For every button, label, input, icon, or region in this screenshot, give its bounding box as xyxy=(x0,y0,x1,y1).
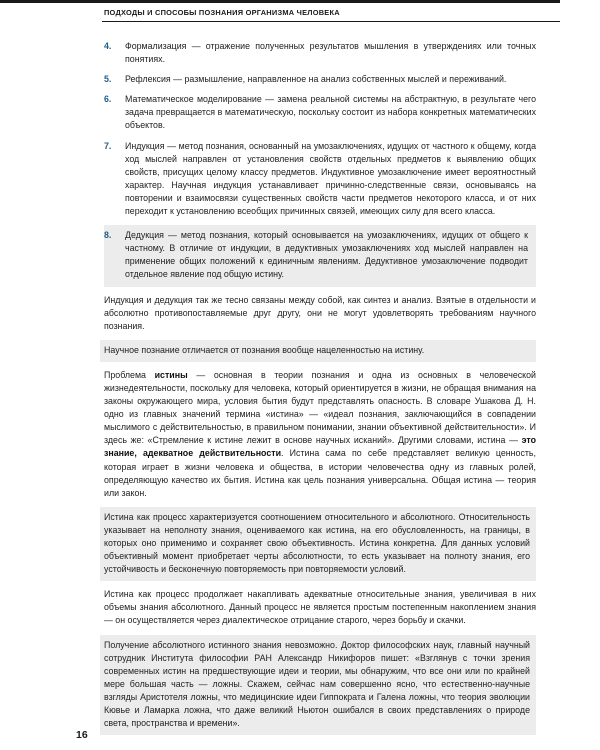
paragraph-truth-process: Истина как процесс характеризуется соотношением относительного и абсолютного. Относительность указывает на неполноту знания, оцениваемого как истина, на его обусловленность, на границы, в которых оно применимо и сохраняет свою объективность. Истина конкретна. Для данных условий объективный момент приобретает черты абсолютности, то есть указывает на полноту знания, его устойчивость и бесконечную повторяемость при повторяемости условий. xyxy=(100,507,536,581)
list-item xyxy=(104,140,536,219)
list-item-number: 7. xyxy=(104,140,112,151)
paragraph-truth-problem xyxy=(104,369,536,500)
paragraph-scientific-knowledge: Научное познание отличается от познания вообще нацеленностью на истину. xyxy=(100,340,536,362)
list-item-number: 5. xyxy=(104,74,112,85)
text-run: . Истина сама по себе представляет великую ценность, которая играет в жизни человека и общества, в истории человечества одну из главных ролей, определяющую качество их бытия. Истина как цель познания универсальна. Общая истина — теория или закон. xyxy=(104,448,537,498)
list-item xyxy=(104,93,536,132)
list-item-text: Индукция — метод познания, основанный на умозаключениях, идущих от частного к общему, когда ход мыслей направлен от установления свойств отдельных предметов к выявлению общих свойств, присущих целому классу предметов. Индуктивное умозаключение имеет вероятностный характер. Научная индукция устанавливает причинно-следственные связи, основываясь на повторении и взаимосвязи существенных свойств части предметов некоторого класса, и от них переходит к установлению всеобщих причинных связей, имеющих силу для всего класса. xyxy=(125,140,536,217)
text-run: — основная в теории познания и одна из основных в человеческой жизнедеятельности, поскольку для человека, который ориентируется в жизни, не обращая внимания на законы окружающего мира, условия бытия будут представлять опасность. В словаре Ушакова Д. Н. одно из главных значений термина «истина» — «идеал познания, заключающийся в совпадении мыслимого с действительностью, в правильном понимании, знании объективной действительности». И здесь же: «Стремление к истине лежит в основе научных исканий». Другими словами, истина — xyxy=(104,369,536,446)
term-truth-definition: это знание, адекватное действительности xyxy=(104,435,536,459)
paragraph-absolute-truth: Получение абсолютного истинного знания невозможно. Доктор философских наук, главный научный сотрудник Института философии РАН Александр Никифоров пишет: «Взглянув с точки зрения современных истин на предшествующие идеи и теории, мы обнаружим, что все они или по крайней мере большая часть — ложны. Скажем, сейчас нам совершенно ясно, что естественно-научные взгляды Аристотеля ложны, что медицинские идеи Гиппократа и Галена ложны, что теория эволюции Кювье и Ламарка ложна, что даже великий Ньютон ошибался в своих представлениях о природе света, пространства и времени». xyxy=(100,635,536,736)
header-title: ПОДХОДЫ И СПОСОБЫ ПОЗНАНИЯ ОРГАНИЗМА ЧЕЛОВЕКА xyxy=(104,8,340,17)
paragraph-induction-deduction: Индукция и дедукция так же тесно связаны между собой, как синтез и анализ. Взятые в отдельности и абсолютно противопоставляемые друг другу, они не могут удовлетворять требованиям научного познания. xyxy=(104,294,536,331)
list-item xyxy=(104,40,536,66)
list-item-text: Математическое моделирование — замена реальной системы на абстрактную, в результате чего задача превращается в математическую, поскольку состоит из набора конкретных математических объектов. xyxy=(125,94,536,131)
header-bar xyxy=(0,0,560,3)
list-item xyxy=(104,73,536,86)
page-number: 16 xyxy=(76,729,88,741)
page-content xyxy=(104,40,536,742)
list-item-number: 6. xyxy=(104,94,112,105)
term-truth: истины xyxy=(154,369,188,380)
running-header xyxy=(0,0,560,24)
list-item-text: Формализация — отражение полученных результатов мышления в утверждениях или точных понятиях. xyxy=(125,41,536,65)
list-item-highlighted xyxy=(104,225,536,286)
paragraph-truth-accumulation: Истина как процесс продолжает накапливать адекватные относительные знания, увеличивая в них объемы знания абсолютного. Данный процесс не является простым постепенным накоплением знания — он осуществляется через диалектическое отрицание старого, через борьбу и скачки. xyxy=(104,589,536,626)
list-item-number: 8. xyxy=(104,230,112,241)
list-item-text: Дедукция — метод познания, который основывается на умозаключениях, идущих от общего к частному. В отличие от индукции, в дедуктивных умозаключениях ход мыслей направлен на применение общих положений к единичным явлениям. Дедуктивное умозаключение подводит отдельное явление под общую истину. xyxy=(125,230,528,280)
list-item-text: Рефлексия — размышление, направленное на анализ собственных мыслей и переживаний. xyxy=(125,74,507,85)
text-run: Проблема xyxy=(104,369,155,380)
header-rule xyxy=(102,21,560,22)
list-item-number: 4. xyxy=(104,41,112,51)
